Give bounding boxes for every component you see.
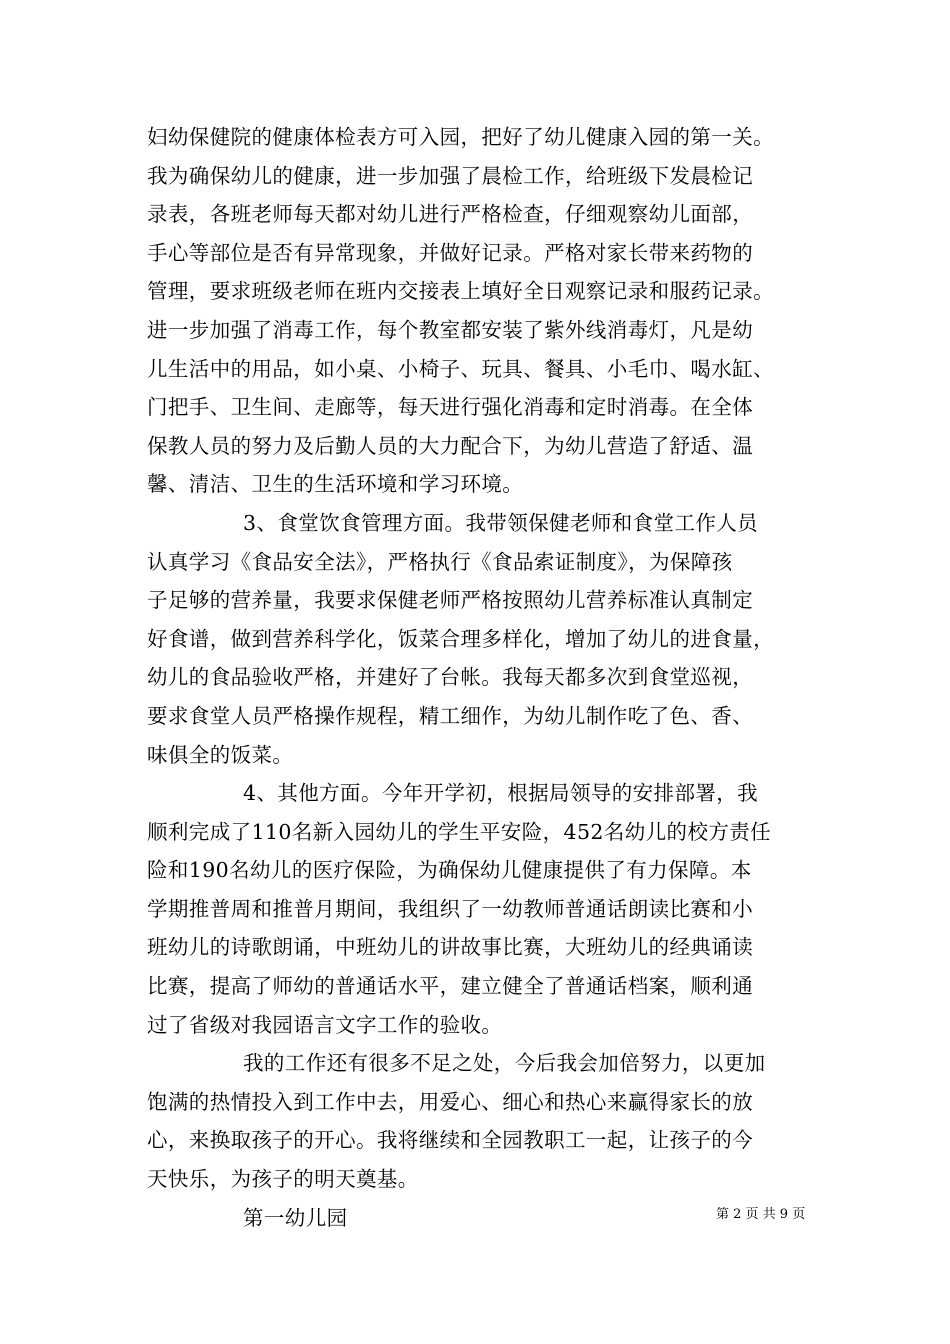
text-line: 妇幼保健院的健康体检表方可入园，把好了幼儿健康入园的第一关。 bbox=[147, 125, 774, 149]
text-line: 馨、清洁、卫生的生活环境和学习环境。 bbox=[147, 472, 524, 497]
document-body bbox=[147, 118, 827, 1237]
paragraph-first-line: 3、食堂饮食管理方面。我带领保健老师和食堂工作人员 bbox=[243, 510, 759, 535]
text-line: 幼儿的食品验收严格，并建好了台帐。我每天都多次到食堂巡视， bbox=[147, 665, 754, 690]
text-line: 门把手、卫生间、走廊等，每天进行强化消毒和定时消毒。在全体 bbox=[147, 395, 754, 420]
text-line: 险和190名幼儿的医疗保险，为确保幼儿健康提供了有力保障。本 bbox=[147, 858, 752, 883]
text-line: 要求食堂人员严格操作规程，精工细作，为幼儿制作吃了色、香、 bbox=[147, 703, 754, 728]
text-line: 味俱全的饭菜。 bbox=[147, 742, 294, 767]
text-line: 心，来换取孩子的开心。我将继续和全园教职工一起，让孩子的今 bbox=[147, 1128, 754, 1153]
text-line: 管理，要求班级老师在班内交接表上填好全日观察记录和服药记录。 bbox=[147, 279, 774, 304]
text-line: 学期推普周和推普月期间，我组织了一幼教师普通话朗读比赛和小 bbox=[147, 896, 754, 921]
text-line: 好食谱，做到营养科学化，饭菜合理多样化，增加了幼儿的进食量， bbox=[147, 626, 774, 651]
text-line: 天快乐，为孩子的明天奠基。 bbox=[147, 1167, 419, 1192]
text-line: 进一步加强了消毒工作，每个教室都安装了紫外线消毒灯，凡是幼 bbox=[147, 317, 754, 342]
text-line: 保教人员的努力及后勤人员的大力配合下，为幼儿营造了舒适、温 bbox=[147, 433, 754, 458]
text-line: 认真学习《食品安全法》，严格执行《食品索证制度》，为保障孩 bbox=[147, 549, 733, 574]
paragraph-first-line: 4、其他方面。今年开学初，根据局领导的安排部署，我 bbox=[243, 781, 759, 806]
text-line: 饱满的热情投入到工作中去，用爱心、细心和热心来赢得家长的放 bbox=[147, 1089, 754, 1114]
text-line: 顺利完成了110名新入园幼儿的学生平安险，452名幼儿的校方责任 bbox=[147, 819, 772, 844]
text-line: 录表，各班老师每天都对幼儿进行严格检查，仔细观察幼儿面部， bbox=[147, 202, 754, 227]
text-line: 儿生活中的用品，如小桌、小椅子、玩具、餐具、小毛巾、喝水缸、 bbox=[147, 356, 774, 381]
text-line: 比赛，提高了师幼的普通话水平，建立健全了普通话档案，顺利通 bbox=[147, 974, 754, 999]
text-line: 手心等部位是否有异常现象，并做好记录。严格对家长带来药物的 bbox=[147, 240, 754, 265]
signature: 第一幼儿园 bbox=[243, 1205, 348, 1230]
text-line: 过了省级对我园语言文字工作的验收。 bbox=[147, 1012, 503, 1037]
page-number-footer: 第 2 页 共 9 页 bbox=[716, 1207, 806, 1222]
text-line: 班幼儿的诗歌朗诵，中班幼儿的讲故事比赛，大班幼儿的经典诵读 bbox=[147, 935, 754, 960]
text-line: 我为确保幼儿的健康，进一步加强了晨检工作，给班级下发晨检记 bbox=[147, 163, 754, 188]
text-line: 子足够的营养量，我要求保健老师严格按照幼儿营养标准认真制定 bbox=[147, 588, 754, 613]
paragraph-first-line: 我的工作还有很多不足之处，今后我会加倍努力，以更加 bbox=[243, 1051, 766, 1076]
